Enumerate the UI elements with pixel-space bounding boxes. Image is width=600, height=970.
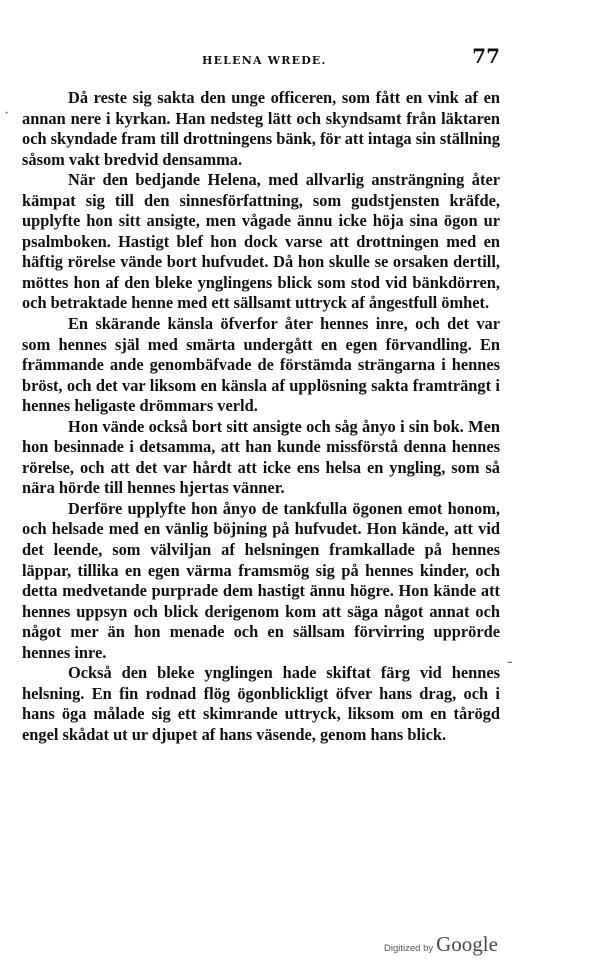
digitized-by-watermark [384, 932, 498, 957]
body-text [22, 88, 500, 746]
margin-mark-left: · [4, 105, 10, 122]
paragraph: När den bedjande Helena, med allvarlig ansträngning åter kämpat sig till den sinnesförfattning, som gudstjensten kräfde, upplyfte hon sitt ansigte, men vågade ännu icke höja sina ögon ur psalmboken. Hastigt blef hon dock varse att drottningen med en häftig rörelse vände bort hufvudet. Då hon skulle se orsaken dertill, möttes hon af den bleke ynglingens blick som stod vid bänkdörren, och betraktade henne med ett sällsamt uttryck af ångestfull ömhet. [22, 170, 500, 313]
google-logo: Google [436, 932, 498, 956]
paragraph: Derföre upplyfte hon ånyo de tankfulla ögonen emot honom, och helsade med en vänlig böjning på hufvudet. Hon kände, att vid det leende, som välviljan af helsningen framkallade på hennes läppar, tillika en egen värma framsmög sig på hennes kinder, och detta medvetande purprade dem hastigt ännu högre. Hon kände att hennes uppsyn och blick derigenom kom att säga något annat och något mer än hon menade och en sällsam förvirring upprörde hennes inre. [22, 498, 500, 662]
page-number: 77 [472, 44, 500, 68]
digitized-prefix: Digitized by [384, 943, 434, 954]
paragraph: Då reste sig sakta den unge officeren, som fått en vink af en annan nere i kyrkan. Han nedsteg lätt och skyndsamt från läktaren och skyndade fram till drottningens bänk, för att intaga sin ställning såsom vakt bredvid densamma. [22, 88, 500, 169]
paragraph: En skärande känsla öfverfor åter hennes inre, och det var som hennes själ med smärta undergått en egen förvandling. En främmande ande genombäfvade de förstämda strängarna i hennes bröst, och det var liksom en känsla af upplösning sakta framträngt i hennes heligaste drömmars verld. [22, 314, 500, 416]
running-title: HELENA WREDE. [202, 54, 327, 67]
paragraph: Hon vände också bort sitt ansigte och såg ånyo i sin bok. Men hon besinnade i detsamma, att han kunde missförstå denna hennes rörelse, och att det var hårdt att icke ens helsa en yngling, som så nära hörde till hennes hjertas vänner. [22, 416, 500, 498]
running-head [22, 44, 500, 72]
paragraph: Också den bleke ynglingen hade skiftat färg vid hennes helsning. En fin rodnad flög ögonblickligt öfver hans drag, och i hans öga målade sig ett skimrande uttryck, liksom om en tårögd engel skådat ut ur djupet af hans väsende, genom hans blick. [22, 663, 500, 744]
margin-mark-right: - [507, 653, 513, 670]
